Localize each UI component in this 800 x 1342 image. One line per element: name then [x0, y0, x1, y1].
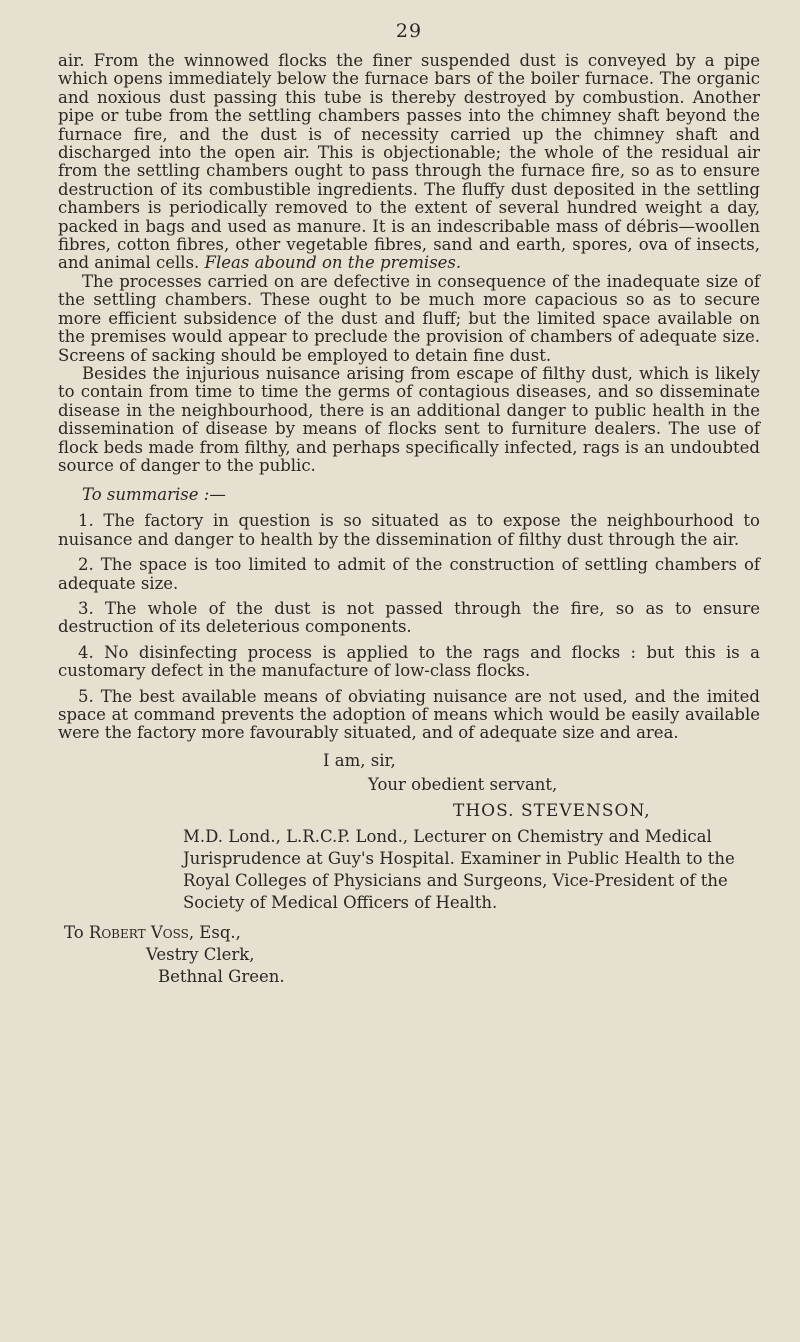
summary-item-2: 2. The space is too limited to admit of the construction of settling chambers of adequate size. [58, 555, 760, 593]
summary-item-1: 1. The factory in question is so situated as to expose the neighbourhood to nuisance and danger to health by the dissemination of filthy dust through the air. [58, 511, 760, 549]
summary-item-3: 3. The whole of the dust is not passed through the fire, so as to ensure destruction of its deleterious components. [58, 598, 760, 637]
paragraph-1 [58, 52, 760, 273]
paragraph-2: The processes carried on are defective in consequence of the inadequate size of the settling chambers. These ought to be much more capacious so as to secure more efficient subsidence of the dust and fluff; but the limited space available on the premises would appear to preclude the provision of chambers of adequate size. Screens of sacking should be employed to detain fine dust. [58, 271, 760, 365]
closing-valediction: Your obedient servant, [368, 774, 558, 794]
addressee-suffix: , Esq., [188, 922, 241, 942]
paragraph-1-text: air. From the winnowed flocks the finer suspended dust is conveyed by a pipe which opens immediately below the furnace bars of the boiler furnace. The organic and noxious dust passing this tube is thereby destroyed by combustion. Another pipe or tube from the settling chambers passes into the chimney shaft beyond the furnace fire, and the dust is of necessity carried up the chimney shaft and discharged into the open air. This is objectionable; the whole of the residual air from the settling chambers ought to pass through the furnace fire, so as to ensure destruction of its combustible ingredients. The fluffy dust deposited in the settling chambers is periodically removed to the extent of several hundred weight a day, packed in bags and used as manure. It is an indescribable mass of débris—woollen fibres, cotton fibres, other vegetable fibres, sand and earth, spores, ova of insects, and animal cells. [58, 51, 760, 273]
addressee-name: Robert Voss [88, 922, 189, 942]
addressee-place: Bethnal Green. [158, 966, 285, 986]
page-number: 29 [395, 20, 423, 42]
paragraph-1-emphasis: Fleas abound on the premises. [204, 253, 462, 273]
summary-item-5: 5. The best available means of obviating nuisance are not used, and the imited space at command prevents the adoption of means which would be easily available were the factory more favourably situated, and of adequate size and area. [58, 686, 760, 743]
summary-item-4: 4. No disinfecting process is applied to the rags and flocks : but this is a customary defect in the manufacture of low-class flocks. [58, 642, 760, 681]
signatory-credentials: M.D. Lond., L.R.C.P. Lond., Lecturer on Chemistry and Medical Jurisprudence at Guy's Hospital. Examiner in Public Health to the Royal Colleges of Physicians and Surgeons, Vice-President of the Society of Medical Officers of Health. [183, 826, 735, 912]
summary-heading: To summarise :— [82, 485, 226, 505]
addressee-line [58, 922, 760, 944]
closing-salutation: I am, sir, [323, 750, 396, 770]
body-text [58, 52, 760, 743]
addressee-prefix: To [64, 922, 89, 942]
addressee-block [58, 922, 760, 988]
signatory-name: THOS. STEVENSON, [453, 800, 651, 821]
addressee-title: Vestry Clerk, [146, 944, 255, 964]
paragraph-3: Besides the injurious nuisance arising from escape of filthy dust, which is likely to contain from time to time the germs of contagious diseases, and so disseminate disease in the neighbourhood, there is an additional danger to public health in the dissemination of disease by means of flocks sent to furniture dealers. The use of flock beds made from filthy, and perhaps specifically infected, rags is an undoubted source of danger to the public. [58, 363, 760, 475]
letter-closing [58, 750, 760, 914]
